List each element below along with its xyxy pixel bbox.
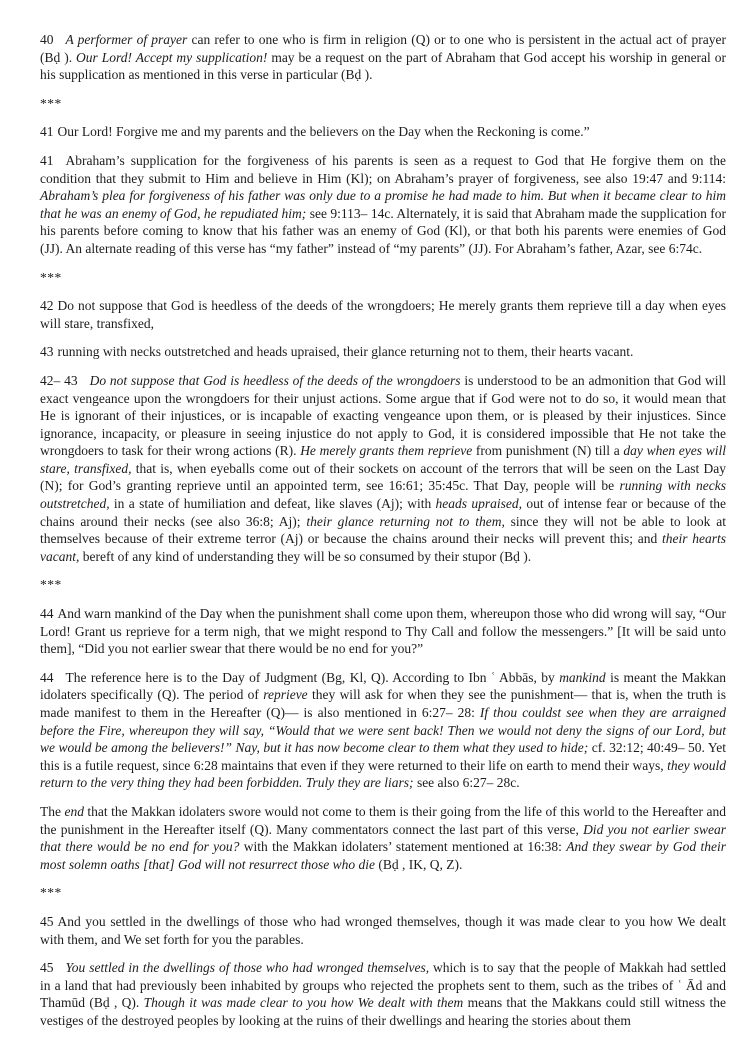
italic-text-run: their glance returning not to them, xyxy=(306,513,505,529)
italic-text-run: running with necks outstretched, xyxy=(40,478,726,512)
text-run: out of intense fear or because of the chains around their necks (see also 36:8; Aj); xyxy=(40,496,727,529)
verse-number: 45 xyxy=(40,960,54,976)
text-run: see also 6:27– 28c. xyxy=(413,775,520,791)
verse-number: 44 xyxy=(40,669,54,685)
text-run: (Bḍ , IK, Q, Z). xyxy=(375,856,463,872)
verse-text-paragraph xyxy=(40,297,726,332)
italic-text-run: He merely grants them reprieve xyxy=(300,443,473,459)
italic-text-run: A performer of prayer xyxy=(65,32,188,47)
italic-text-run: their hearts vacant, xyxy=(40,531,726,564)
commentary-paragraph xyxy=(40,803,726,873)
italic-text-run: Abraham’s plea for forgiveness of his father was only due to a promise he had made to him. But when it became clear to him that he was an enemy of God, he repudiated him; xyxy=(40,188,726,221)
text-run: running with necks outstretched and heads upraised, their glance returning not to them, their hearts vacant. xyxy=(57,344,634,360)
verse-number: 43 xyxy=(40,344,54,360)
italic-text-run: And they swear by God their most solemn oaths [that] God will not resurrect those who die xyxy=(40,839,726,872)
text-run: can refer to one who is firm in religion (Q) or to one who is persistent in the actual act of prayer (Bḍ ). xyxy=(40,32,726,65)
text-run: is understood to be an admonition that God will exact vengeance upon the wrongdoers for their unjust actions. Some argue that if God were not to do so, it would mean that He is ignorant of their injustices, or is incapable of exacting vengeance upon them, or is pleased by their injustices. Since ignorance, incapacity, or pleasure in seeing injustice do not apply to God, it is considered impossible that He not take the wrongdoers to task for their wrong actions (R). xyxy=(40,372,726,459)
italic-text-run: Did you not earlier swear that there would be no end for you? xyxy=(40,821,726,855)
verse-number: 42 xyxy=(40,298,54,314)
text-run: Our Lord! Forgive me and my parents and the believers on the Day when the Reckoning is come.” xyxy=(57,124,590,140)
text-run: Abraham’s supplication for the forgiveness of his parents is seen as a request to God that He forgive them on the condition that they submit to Him and believe in Him (Kl); on Abraham’s prayer of forgiveness, see also 19:47 and 9:114: xyxy=(40,152,726,186)
verse-number: 44 xyxy=(40,606,54,622)
italic-text-run: Our Lord! Accept my supplication! xyxy=(76,49,268,65)
commentary-paragraph xyxy=(40,959,726,1029)
verse-number: 41 xyxy=(40,124,54,140)
verse-text-paragraph xyxy=(40,123,726,141)
section-separator: *** xyxy=(40,269,62,285)
section-separator: *** xyxy=(40,577,62,593)
verse-number: 45 xyxy=(40,913,54,929)
text-run: that the Makkan idolaters swore would not come to them is their going from the life of this world to the Hereafter and the punishment in the Hereafter itself (Q). Many commentators connect the last part of this verse, xyxy=(40,803,726,837)
text-run: which is to say that the people of Makkah had settled in a land that had previously been inhabited by groups who rejected the prophets sent to them, such as the tribes of ʿ Ād and Thamūd (Bḍ , Q). xyxy=(40,960,726,1011)
text-run: they will ask for when they see the punishment— that is, when the truth is made manifest to them in the Hereafter (Q)— is also mentioned in 6:27– 28: xyxy=(40,687,726,720)
page-content xyxy=(40,31,726,1030)
text-run: in a state of humiliation and defeat, like slaves (Aj); with xyxy=(109,496,436,512)
text-run: may be a request on the part of Abraham that God accept his worship in general or his supplication as mentioned in this verse in particular (Bḍ ). xyxy=(40,49,726,83)
section-separator: *** xyxy=(40,885,62,901)
italic-text-run: Do not suppose that God is heedless of the deeds of the wrongdoers xyxy=(89,372,461,388)
italic-text-run: You settled in the dwellings of those who had wronged themselves, xyxy=(65,960,430,976)
text-run: And warn mankind of the Day when the punishment shall come upon them, whereupon those who did wrong will say, “Our Lord! Grant us reprieve for a term nigh, that we might respond to Thy Call and follow the messengers.” [It will be said unto them], “Did you not earlier swear that there would be no end for you?” xyxy=(40,606,726,657)
verse-number: 41 xyxy=(40,152,54,168)
text-run: Do not suppose that God is heedless of the deeds of the wrongdoers; He merely grants them reprieve till a day when eyes will stare, transfixed, xyxy=(40,298,726,331)
text-run: is meant the Makkan idolaters specifically (Q). The period of xyxy=(40,669,726,703)
commentary-paragraph xyxy=(40,31,726,84)
text-run: see 9:113– 14c. Alternately, it is said that Abraham made the supplication for his parents before coming to know that his father was an enemy of God (Kl), or that both his parents were enemies of God (JJ). An alternate reading of this verse has “my father” instead of “my parents” (JJ). For Abraham’s father, Azar, see 6:74c. xyxy=(40,205,726,256)
italic-text-run: heads upraised, xyxy=(435,496,522,512)
verse-number: 42– 43 xyxy=(40,372,78,388)
text-run: The reference here is to the Day of Judgment (Bg, Kl, Q). According to Ibn ʿ Abbās, by xyxy=(65,669,560,685)
commentary-paragraph xyxy=(40,372,726,566)
italic-text-run: end xyxy=(64,803,84,819)
verse-text-paragraph xyxy=(40,913,726,948)
text-run: with the Makkan idolaters’ statement mentioned at 16:38: xyxy=(239,839,567,855)
text-run: from punishment (N) till a xyxy=(472,443,624,459)
text-run: cf. 32:12; 40:49– 50. Yet this is a futile request, since 6:28 maintains that even if they were returned to their life on earth to mend their ways, xyxy=(40,740,726,773)
text-run: bereft of any kind of understanding they will be so consumed by their stupor (Bḍ ). xyxy=(79,548,532,564)
verse-text-paragraph xyxy=(40,605,726,658)
text-run: The xyxy=(40,803,65,819)
italic-text-run: they would return to the very thing they had been forbidden. Truly they are liars; xyxy=(40,757,727,791)
italic-text-run: mankind xyxy=(559,669,606,685)
text-run: since they will not be able to look at themselves because of their extreme terror (Aj) or because the chains around their necks will prevent this; and xyxy=(40,513,726,547)
italic-text-run: If thou couldst see when they are arraigned before the Fire, whereupon they will say, “Would that we were sent back! Then we would not deny the signs of our Lord, but we would be among the believers!” Nay, but it has now become clear to them what they used to hide; xyxy=(40,705,726,756)
verse-number: 40 xyxy=(40,32,54,47)
text-run: And you settled in the dwellings of those who had wronged themselves, though it was made clear to you how We dealt with them, and We set forth for you the parables. xyxy=(40,913,726,947)
section-separator: *** xyxy=(40,95,62,111)
italic-text-run: day when eyes will stare, transfixed, xyxy=(40,443,726,476)
commentary-paragraph xyxy=(40,669,726,792)
text-run: means that the Makkans could still witness the vestiges of the destroyed peoples by looking at the ruins of their dwellings and hearing the stories about them xyxy=(40,995,726,1028)
text-run: that is, when eyeballs come out of their sockets on account of the terrors that will be seen on the Last Day (N); for God’s granting reprieve until an appointed term, see 16:61; 35:45c. That Day, people will be xyxy=(40,460,726,494)
commentary-paragraph xyxy=(40,152,726,258)
italic-text-run: reprieve xyxy=(263,687,308,703)
italic-text-run: Though it was made clear to you how We dealt with them xyxy=(143,995,464,1011)
verse-text-paragraph xyxy=(40,343,726,361)
